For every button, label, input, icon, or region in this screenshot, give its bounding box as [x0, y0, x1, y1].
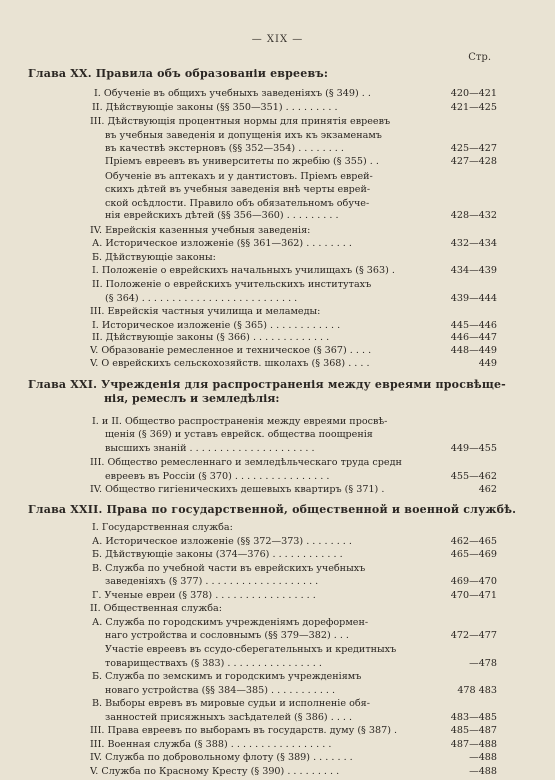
toc-entry: Б. Дѣйствующіе законы: [92, 252, 216, 263]
page-number: 448—449 [450, 345, 497, 356]
toc-entry: Участіе евреевъ въ ссудо-сберегательныхъ и кредитныхъ [105, 644, 397, 655]
toc-entry: (§ 364) . . . . . . . . . . . . . . . . . . . . . . . . . . [105, 293, 298, 304]
toc-entry: V. Служба по Красному Кресту (§ 390) . . . . . . . . . [90, 766, 340, 777]
toc-entry: въ учебныя заведенія и допущенія ихъ къ экзаменамъ [105, 130, 382, 141]
toc-entry: А. Историческое изложеніе (§§ 361—362) . . . . . . . . [92, 238, 352, 249]
toc-entry: II. Дѣйствующіе законы (§ 366) . . . . . . . . . . . . . [92, 332, 330, 343]
page-number: —478 [469, 658, 497, 669]
page-column-label: Стр. [468, 52, 491, 63]
page-number: 449—455 [450, 443, 497, 454]
toc-entry: V. Образованіе ремесленное и техническое (§ 367) . . . . [90, 345, 372, 356]
toc-entry: высшихъ знаній . . . . . . . . . . . . . . . . . . . . . [105, 443, 315, 454]
toc-entry: Обученіе въ аптекахъ и у дантистовъ. Пріемъ еврей- [105, 171, 373, 182]
toc-entry: ской осѣдлости. Правило объ обязательномъ обуче- [105, 198, 370, 209]
toc-entry: А. Служба по городскимъ учрежденіямъ дореформен- [92, 617, 369, 628]
toc-entry: въ качествѣ экстерновъ (§§ 352—354) . . . . . . . . [105, 143, 344, 154]
toc-entry: Б. Дѣйствующіе законы (374—376) . . . . . . . . . . . . [92, 549, 343, 560]
page-number: 427—428 [450, 156, 497, 167]
toc-entry: В. Служба по учебной части въ еврейскихъ учебныхъ [92, 563, 366, 574]
page-number: 483—485 [450, 712, 497, 723]
toc-entry: V. О еврейскихъ сельскохозяйств. школахъ (§ 368) . . . . [90, 358, 370, 369]
toc-entry: Г. Ученые евреи (§ 378) . . . . . . . . . . . . . . . . . [92, 590, 316, 601]
toc-entry: евреевъ въ Россіи (§ 370) . . . . . . . . . . . . . . . . [105, 471, 330, 482]
page-number: —488 [469, 766, 497, 777]
page-number: 421—425 [450, 102, 497, 113]
page-number: 446—447 [450, 332, 497, 343]
page-number: 455—462 [450, 471, 497, 482]
page-number: 469—470 [450, 576, 497, 587]
page-number: 462—465 [450, 536, 497, 547]
toc-entry: Б. Служба по земскимъ и городскимъ учрежденіямъ [92, 671, 362, 682]
chapter-heading: Глава XX. Правила объ образованіи евреевъ: [28, 68, 329, 80]
page-number: 439—444 [450, 293, 497, 304]
toc-entry: скихъ дѣтей въ учебныя заведенія внѣ черты еврей- [105, 184, 371, 195]
toc-entry: III. Общество ремесленнаго и земледѣльческаго труда средн [90, 457, 402, 468]
chapter-heading: Глава XXII. Права по государственной, общественной и военной службѣ. [28, 504, 517, 516]
toc-entry: I. Историческое изложеніе (§ 365) . . . . . . . . . . . . [92, 320, 341, 331]
toc-entry: I. Положеніе о еврейскихъ начальныхъ училищахъ (§ 363) . [92, 265, 395, 276]
toc-entry: I. Обученіе въ общихъ учебныхъ заведеніяхъ (§ 349) . . [94, 88, 371, 99]
page-number: 487—488 [450, 739, 497, 750]
page-number: 428—432 [450, 210, 497, 221]
page-number: 465—469 [450, 549, 497, 560]
toc-entry: III. Еврейскія частныя училища и меламеды: [90, 306, 321, 317]
page-number: 434—439 [450, 265, 497, 276]
toc-entry: II. Дѣйствующіе законы (§§ 350—351) . . . . . . . . . [92, 102, 338, 113]
page-number: —488 [469, 752, 497, 763]
toc-entry: товариществахъ (§ 383) . . . . . . . . . . . . . . . . [105, 658, 322, 669]
page-roman-number: — XIX — [251, 34, 304, 45]
toc-entry: наго устройства и сословнымъ (§§ 379—382) . . . [105, 630, 349, 641]
toc-entry: нія еврейскихъ дѣтей (§§ 356—360) . . . . . . . . . [105, 210, 339, 221]
page-number: 472—477 [450, 630, 497, 641]
toc-entry: I. Государственная служба: [92, 522, 233, 533]
page-number: 425—427 [450, 143, 497, 154]
toc-entry: Пріемъ евреевъ въ университеты по жребію (§ 355) . . [105, 156, 379, 167]
page-number: 462 [478, 484, 497, 495]
toc-entry: III. Дѣйствующія процентныя нормы для принятія евреевъ [90, 116, 391, 127]
page-number: 445—446 [450, 320, 497, 331]
toc-entry: щенія (§ 369) и уставъ еврейск. общества поощренія [105, 429, 373, 440]
toc-entry: III. Права евреевъ по выборамъ въ государств. думу (§ 387) . [90, 725, 398, 736]
toc-entry: IV. Служба по добровольному флоту (§ 389) . . . . . . . [90, 752, 353, 763]
toc-entry: I. и II. Общество распространенія между евреями просвѣ- [92, 416, 388, 427]
toc-entry: занностей присяжныхъ засѣдателей (§ 386) . . . . [105, 712, 353, 723]
page-number: 485—487 [450, 725, 497, 736]
page-number: 478 483 [457, 685, 497, 696]
toc-entry: новаго устройства (§§ 384—385) . . . . . . . . . . . [105, 685, 336, 696]
toc-entry: заведеніяхъ (§ 377) . . . . . . . . . . . . . . . . . . . [105, 576, 319, 587]
toc-entry: IV. Общество гигіеническихъ дешевыхъ квартиръ (§ 371) . [90, 484, 385, 495]
page-number: 470—471 [450, 590, 497, 601]
toc-entry: IV. Еврейскія казенныя учебныя заведенія: [90, 225, 311, 236]
page-number: 432—434 [450, 238, 497, 249]
chapter-heading: Глава XXI. Учрежденія для распространенія между евреями просвѣще- [28, 379, 506, 391]
page-number: 420—421 [450, 88, 497, 99]
chapter-heading: нія, ремеслъ и земледѣлія: [104, 393, 280, 405]
toc-entry: II. Положеніе о еврейскихъ учительскихъ институтахъ [92, 279, 372, 290]
toc-entry: А. Историческое изложеніе (§§ 372—373) . . . . . . . . [92, 536, 352, 547]
toc-entry: III. Военная служба (§ 388) . . . . . . . . . . . . . . . . . [90, 739, 332, 750]
toc-entry: В. Выборы евревъ въ мировые судьи и исполненіе обя- [92, 698, 370, 709]
toc-entry: II. Общественная служба: [90, 603, 222, 614]
page-number: 449 [478, 358, 497, 369]
